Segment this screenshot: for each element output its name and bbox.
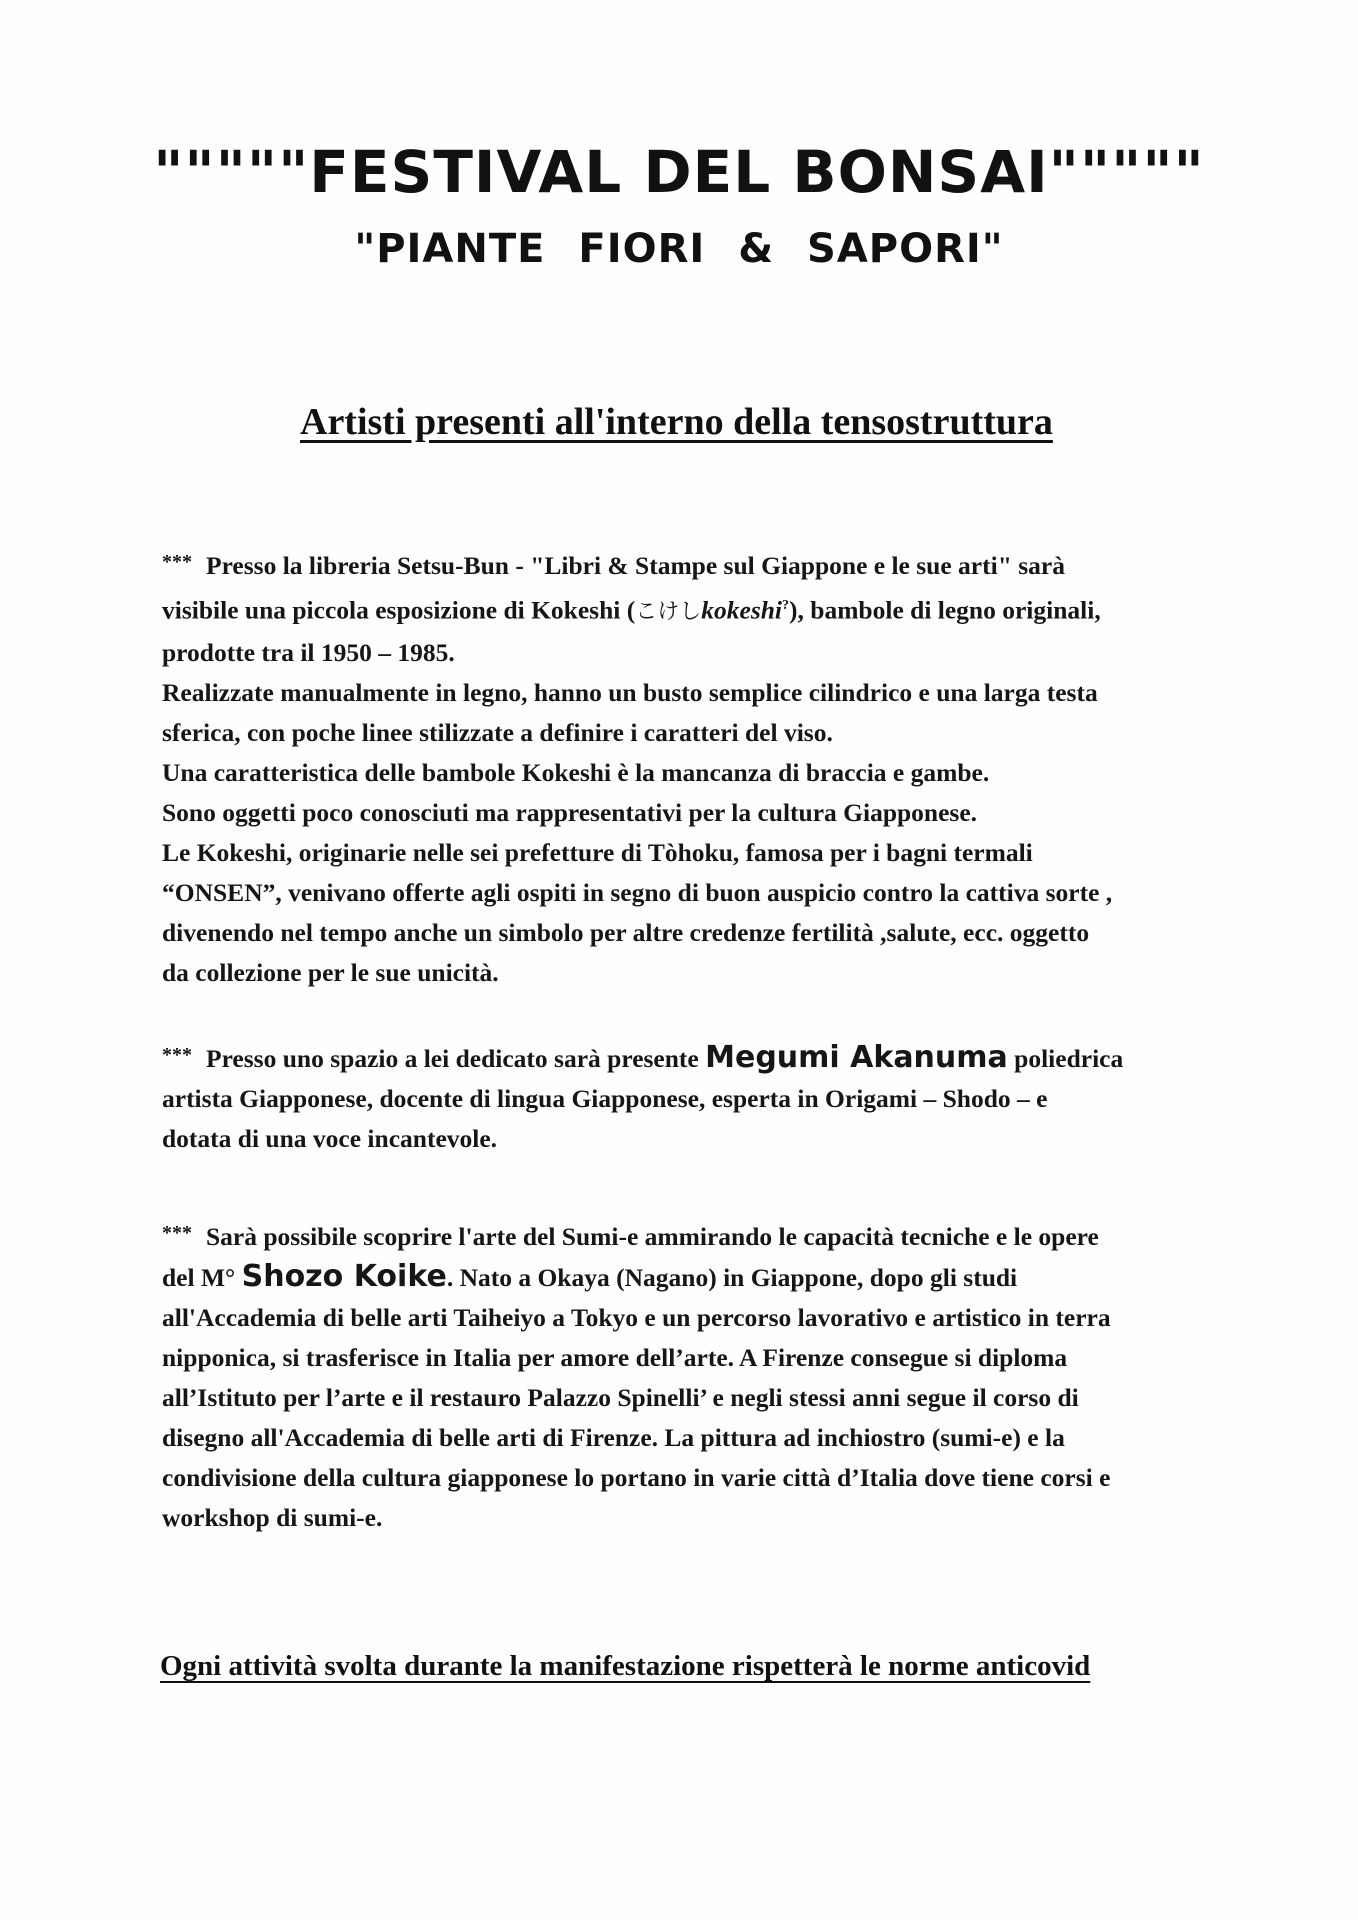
text-line: divenendo nel tempo anche un simbolo per altre credenze fertilità ,salute, ecc. oggetto [162,917,1090,947]
italic-text: kokeshi [701,595,783,625]
text-line: workshop di sumi-e. [162,1503,383,1532]
text-line: “ONSEN”, venivano offerte agli ospiti in segno di buon auspicio contro la cattiva sorte , [162,877,1113,907]
japanese-text: こけし [635,599,702,625]
asterisk-marker: *** [162,1222,192,1244]
text-line: nipponica, si trasferisce in Italia per amore dell’arte. A Firenze consegue si diploma [162,1343,1068,1372]
text-line [162,1213,1262,1257]
text-span: Presso uno spazio a lei dedicato sarà presente [206,1044,706,1073]
text-line: Una caratteristica delle bambole Kokeshi è la mancanza di braccia e gambe. [162,757,990,787]
artist-name: Shozo Koike [241,1259,447,1294]
festival-title: """""FESTIVAL DEL BONSAI""""" [153,138,1205,206]
text-line: artista Giapponese, docente di lingua Giapponese, esperta in Origami – Shodo – e [162,1084,1048,1113]
text-line: Le Kokeshi, originarie nelle sei prefetture di Tòhoku, famosa per i bagni termali [162,837,1033,867]
megumi-paragraph [162,1035,1262,1159]
asterisk-marker: *** [162,551,192,573]
text-line: prodotte tra il 1950 – 1985. [162,637,455,667]
artist-name: Megumi Akanuma [705,1040,1008,1075]
superscript-mark: ? [782,598,790,613]
text-span: del M° [162,1263,242,1292]
text-line [162,1035,1262,1079]
text-span: poliedrica [1007,1044,1124,1073]
anticovid-note: Ogni attività svolta durante la manifestazione rispetterà le norme anticovid [160,1650,1091,1682]
festival-subtitle: "PIANTE FIORI & SAPORI" [354,226,1004,272]
section-heading: Artisti presenti all'interno della tensostruttura [300,401,1053,443]
kokeshi-paragraph [162,542,1262,993]
text-line [162,586,1262,633]
asterisk-marker: *** [162,1044,192,1066]
text-line [162,1257,1262,1298]
text-line [162,542,1262,586]
text-line: dotata di una voce incantevole. [162,1124,498,1153]
text-line: disegno all'Accademia di belle arti di Firenze. La pittura ad inchiostro (sumi-e) e la [162,1423,1065,1452]
text-span: . Nato a Okaya (Nagano) in Giappone, dopo gli studi [446,1263,1018,1292]
text-span: visibile una piccola esposizione di Kokeshi ( [162,595,636,625]
text-span: Sarà possibile scoprire l'arte del Sumi-e ammirando le capacità tecniche e le opere [206,1222,1099,1251]
text-line: Sono oggetti poco conosciuti ma rappresentativi per la cultura Giapponese. [162,797,978,827]
text-line: Realizzate manualmente in legno, hanno un busto semplice cilindrico e una larga testa [162,677,1098,707]
text-line: all’Istituto per l’arte e il restauro Palazzo Spinelli’ e negli stessi anni segue il corso di [162,1383,1079,1412]
text-span: ), bambole di legno originali, [789,595,1101,625]
text-line: sferica, con poche linee stilizzate a definire i caratteri del viso. [162,717,833,747]
text-line: da collezione per le sue unicità. [162,957,499,987]
text-line: all'Accademia di belle arti Taiheiyo a Tokyo e un percorso lavorativo e artistico in terra [162,1303,1111,1332]
shozo-paragraph [162,1213,1262,1538]
text-line: condivisione della cultura giapponese lo portano in varie città d’Italia dove tiene corsi e [162,1463,1111,1492]
text-span: Presso la libreria Setsu-Bun - "Libri & Stampe sul Giappone e le sue arti" sarà [206,551,1065,580]
